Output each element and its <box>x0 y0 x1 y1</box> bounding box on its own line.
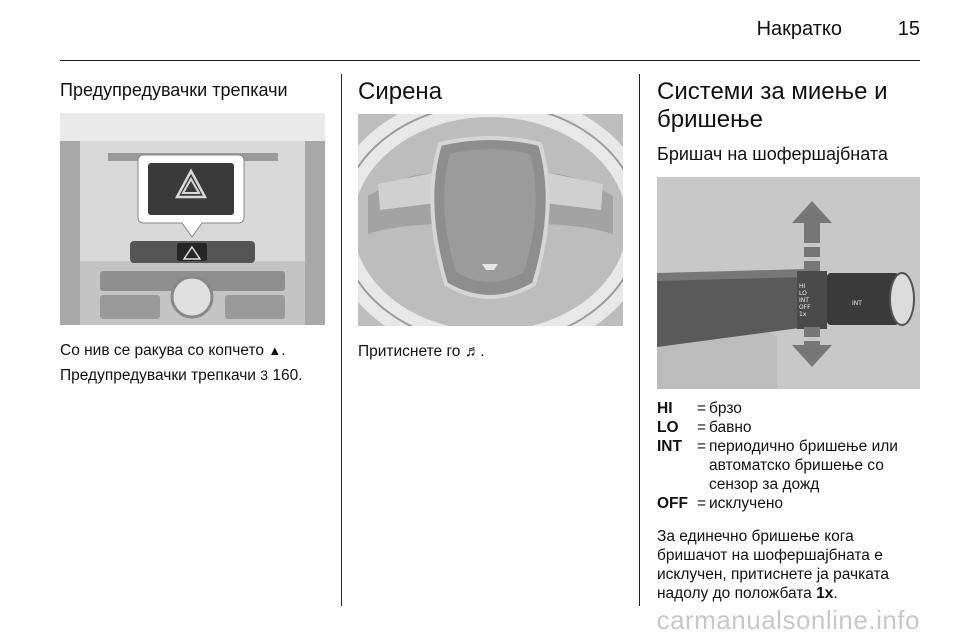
single-wipe-end: . <box>833 585 838 602</box>
definition-row <box>657 418 920 437</box>
definition-value: исклучено <box>709 495 784 512</box>
definition-key: HI <box>657 400 673 417</box>
horn-icon: ♬ <box>464 343 481 360</box>
section-heading-hazard: Предупредувачки трепкачи <box>60 80 288 100</box>
definition-value: бавно <box>709 419 752 436</box>
hazard-switch-photo <box>60 113 325 325</box>
horn-text-b: . <box>480 343 485 360</box>
definition-key: OFF <box>657 495 688 512</box>
horn-text-a: Притиснете го <box>358 343 461 360</box>
column-divider-1 <box>341 74 342 606</box>
hazard-text-2a: Предупредувачки трепкачи <box>60 367 256 384</box>
subsection-heading-windscreen-wiper: Бришач на шофершајбната <box>657 144 888 164</box>
hazard-text-2 <box>60 366 325 385</box>
definition-key: LO <box>657 419 679 436</box>
definition-equals: = <box>697 400 707 417</box>
column-divider-2 <box>639 74 640 606</box>
stalk-label-int: INT <box>799 297 809 304</box>
column-horn <box>358 78 623 361</box>
stalk-label-1x: 1x <box>799 311 807 318</box>
definition-value: брзо <box>709 400 742 417</box>
wiper-stalk-photo <box>657 177 920 389</box>
hazard-text-1a: Со нив се ракува со копчето <box>60 342 265 359</box>
definition-row <box>657 437 920 494</box>
page-reference-icon: 3 <box>260 367 269 383</box>
single-wipe-text: За единечно бришење кога бришачот на шофершајбната е исклучен, притиснете ја рачката надолу до положбата <box>657 528 890 602</box>
hazard-page-ref[interactable]: 160. <box>272 367 303 384</box>
column-hazard-lights <box>60 78 325 385</box>
hazard-text-1b: . <box>281 342 286 359</box>
stalk-label-int-ring: INT <box>852 300 862 307</box>
watermark: carmanualsonline.info <box>656 605 920 635</box>
definition-key: INT <box>657 438 682 455</box>
definition-row <box>657 399 920 418</box>
column-wipers <box>657 78 920 603</box>
steering-wheel-photo <box>358 114 623 326</box>
single-wipe-position: 1x <box>816 585 834 602</box>
section-heading-horn: Сирена <box>358 78 443 105</box>
header-rule <box>60 60 920 61</box>
hazard-triangle-icon: ▲ <box>268 343 282 358</box>
definition-equals: = <box>697 419 707 436</box>
horn-text <box>358 342 623 361</box>
stalk-label-hi: HI <box>799 283 806 290</box>
stalk-label-lo: LO <box>799 290 807 297</box>
definition-equals: = <box>697 438 707 455</box>
hazard-text-1 <box>60 341 325 360</box>
definition-value: периодично бришење или автоматско бришење со сензор за дожд <box>709 438 898 493</box>
chapter-title: Накратко <box>756 18 842 40</box>
definition-equals: = <box>697 495 707 512</box>
section-heading-wipers: Системи за миење и бришење <box>657 78 888 133</box>
single-wipe-paragraph <box>657 527 920 603</box>
page-number: 15 <box>897 18 920 40</box>
stalk-label-off: OFF <box>799 304 811 311</box>
definition-row <box>657 494 920 513</box>
wiper-positions-list <box>657 399 920 513</box>
